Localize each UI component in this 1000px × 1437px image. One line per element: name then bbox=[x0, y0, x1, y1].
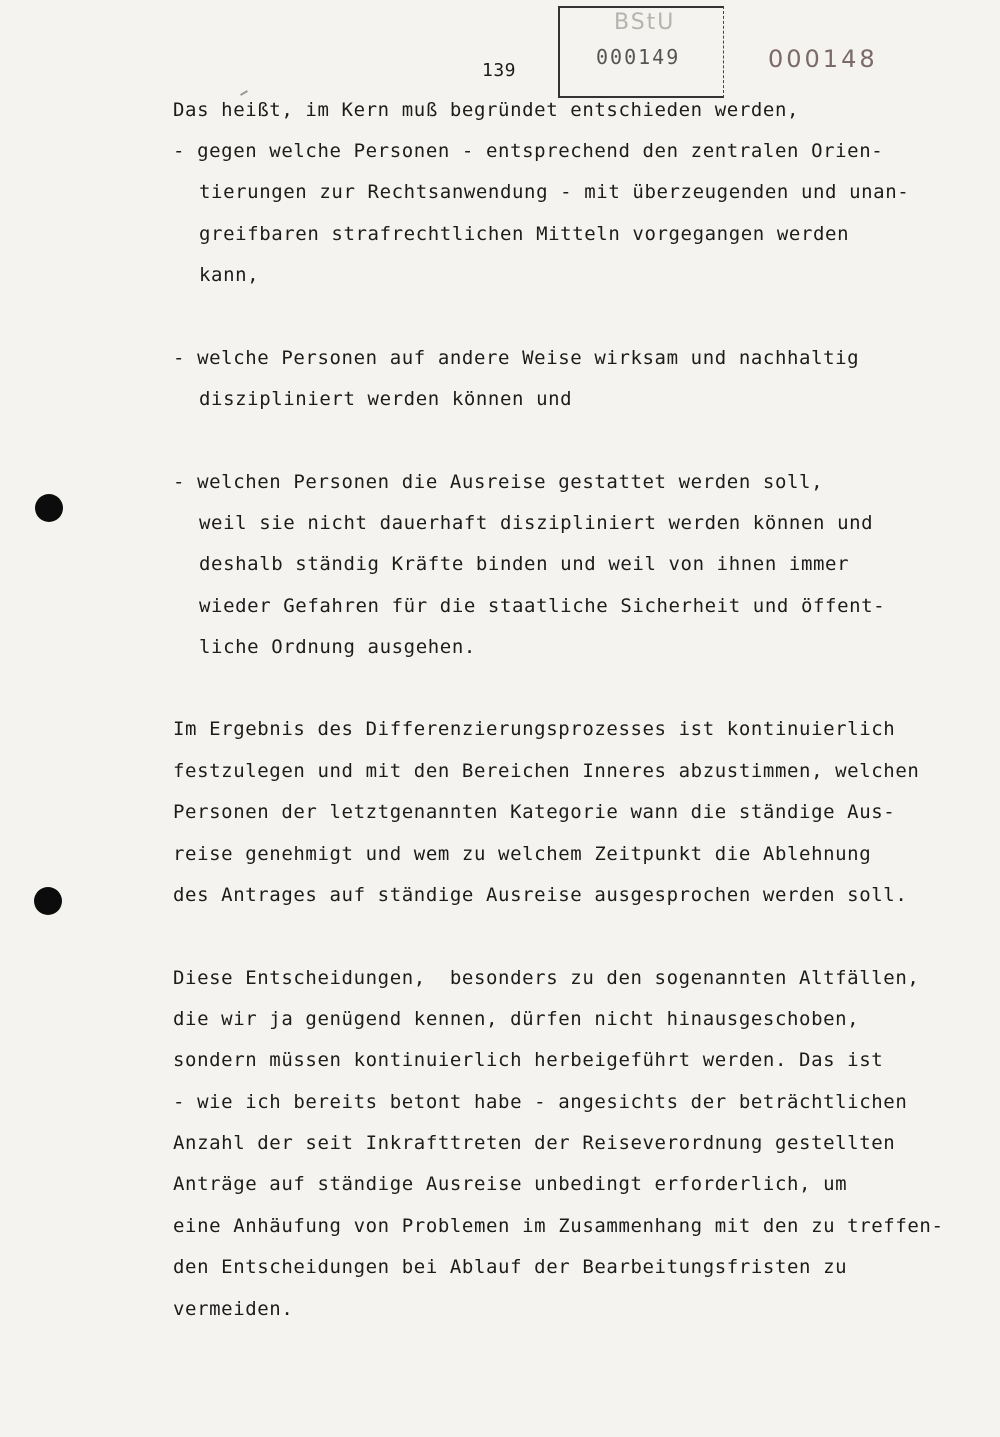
text-line: Das heißt, im Kern muß begründet entschieden werden, bbox=[173, 99, 800, 121]
text-line: Im Ergebnis des Differenzierungsprozesses ist kontinuierlich bbox=[173, 718, 896, 740]
text-line: die wir ja genügend kennen, dürfen nicht hinausgeschoben, bbox=[173, 1008, 860, 1030]
text-line: Diese Entscheidungen, besonders zu den sogenannten Altfällen, bbox=[173, 967, 920, 989]
text-line: Personen der letztgenannten Kategorie wann die ständige Aus- bbox=[173, 801, 896, 823]
punch-hole bbox=[34, 887, 62, 915]
text-line: diszipliniert werden können und bbox=[199, 388, 573, 410]
archive-number: 000148 bbox=[768, 45, 878, 73]
text-line: wieder Gefahren für die staatliche Sicherheit und öffent- bbox=[199, 595, 886, 617]
text-line: sondern müssen kontinuierlich herbeigeführt werden. Das ist bbox=[173, 1049, 884, 1071]
text-line: - wie ich bereits betont habe - angesichts der beträchtlichen bbox=[173, 1091, 908, 1113]
text-line: reise genehmigt und wem zu welchem Zeitpunkt die Ablehnung bbox=[173, 843, 872, 865]
text-line: - welchen Personen die Ausreise gestattet werden soll, bbox=[173, 471, 824, 493]
text-line: deshalb ständig Kräfte binden und weil von ihnen immer bbox=[199, 553, 850, 575]
text-line: Anträge auf ständige Ausreise unbedingt erforderlich, um bbox=[173, 1173, 848, 1195]
stamp-title: BStU bbox=[614, 10, 676, 35]
text-line: des Antrages auf ständige Ausreise ausgesprochen werden soll. bbox=[173, 884, 908, 906]
text-line: Anzahl der seit Inkrafttreten der Reiseverordnung gestellten bbox=[173, 1132, 896, 1154]
text-line: tierungen zur Rechtsanwendung - mit überzeugenden und unan- bbox=[199, 181, 910, 203]
pen-mark bbox=[240, 90, 248, 96]
text-line: - gegen welche Personen - entsprechend den zentralen Orien- bbox=[173, 140, 884, 162]
text-line: weil sie nicht dauerhaft diszipliniert werden können und bbox=[199, 512, 874, 534]
page-number: 139 bbox=[482, 60, 517, 81]
text-line: greifbaren strafrechtlichen Mitteln vorgegangen werden bbox=[199, 223, 850, 245]
punch-hole bbox=[35, 494, 63, 522]
text-line: den Entscheidungen bei Ablauf der Bearbeitungsfristen zu bbox=[173, 1256, 848, 1278]
text-line: vermeiden. bbox=[173, 1298, 294, 1320]
stamp-number: 000149 bbox=[596, 45, 681, 69]
text-line: festzulegen und mit den Bereichen Inneres abzustimmen, welchen bbox=[173, 760, 920, 782]
text-line: liche Ordnung ausgehen. bbox=[199, 636, 476, 658]
text-line: - welche Personen auf andere Weise wirksam und nachhaltig bbox=[173, 347, 860, 369]
text-line: kann, bbox=[199, 264, 260, 286]
text-line: eine Anhäufung von Problemen im Zusammenhang mit den zu treffen- bbox=[173, 1215, 944, 1237]
